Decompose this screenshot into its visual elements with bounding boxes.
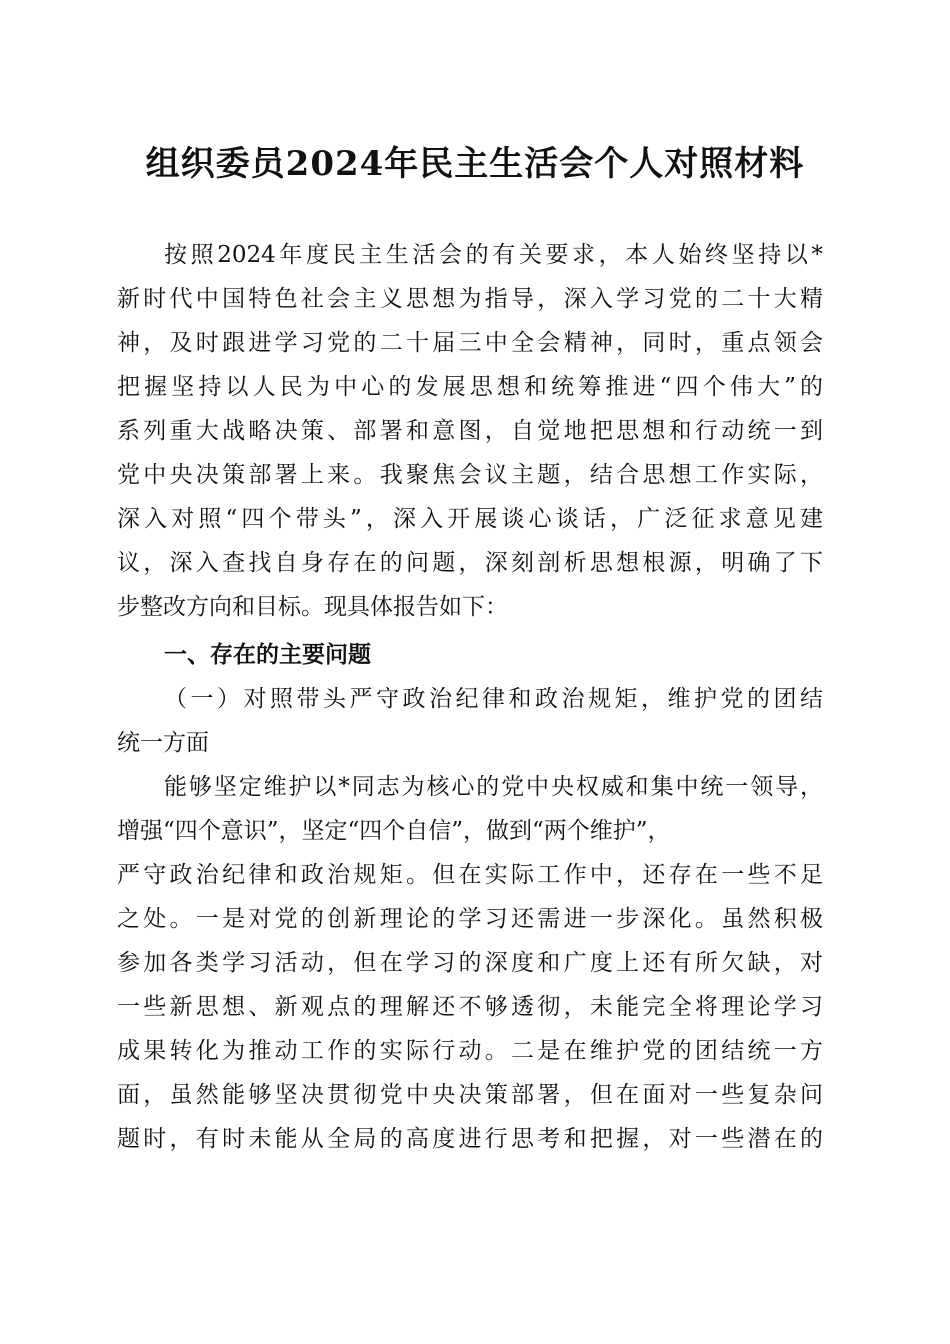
paragraph-line: 成果转化为推动工作的实际行动。二是在维护党的团结统一方 [117, 1038, 823, 1064]
subsection-heading-line: 统一方面 [117, 730, 209, 756]
paragraph-line: 按照2024年度民主生活会的有关要求，本人始终坚持以* [164, 242, 823, 268]
paragraph-line: 一些新思想、新观点的理解还不够透彻，未能完全将理论学习 [117, 994, 823, 1020]
paragraph-line: 步整改方向和目标。现具体报告如下： [117, 594, 508, 620]
paragraph-line: 神，及时跟进学习党的二十届三中全会精神，同时，重点领会 [117, 330, 823, 356]
paragraph-line: 增强“四个意识”，坚定“四个自信”，做到“两个维护”， [117, 818, 671, 844]
paragraph-line: 参加各类学习活动，但在学习的深度和广度上还有所欠缺，对 [117, 950, 823, 976]
paragraph-line: 议，深入查找自身存在的问题，深刻剖析思想根源，明确了下 [117, 550, 823, 576]
paragraph-line: 严守政治纪律和政治规矩。但在实际工作中，还存在一些不足 [117, 862, 823, 888]
subsection-heading-line: （一）对照带头严守政治纪律和政治规矩，维护党的团结 [164, 686, 823, 712]
paragraph-line: 题时，有时未能从全局的高度进行思考和把握，对一些潜在的 [117, 1126, 823, 1152]
paragraph-line: 之处。一是对党的创新理论的学习还需进一步深化。虽然积极 [117, 906, 823, 932]
paragraph-line: 能够坚定维护以*同志为核心的党中央权威和集中统一领导， [164, 774, 823, 800]
paragraph-line: 系列重大战略决策、部署和意图，自觉地把思想和行动统一到 [117, 418, 823, 444]
paragraph-line: 党中央决策部署上来。我聚焦会议主题，结合思想工作实际， [117, 462, 823, 488]
section-heading: 一、存在的主要问题 [164, 642, 371, 668]
paragraph-line: 面，虽然能够坚决贯彻党中央决策部署，但在面对一些复杂问 [117, 1082, 823, 1108]
document-title: 组织委员2024年民主生活会个人对照材料 [145, 144, 805, 184]
paragraph-line: 新时代中国特色社会主义思想为指导，深入学习党的二十大精 [117, 286, 823, 312]
paragraph-line: 把握坚持以人民为中心的发展思想和统筹推进“四个伟大”的 [117, 374, 823, 400]
paragraph-line: 深入对照“四个带头”，深入开展谈心谈话，广泛征求意见建 [117, 506, 823, 532]
